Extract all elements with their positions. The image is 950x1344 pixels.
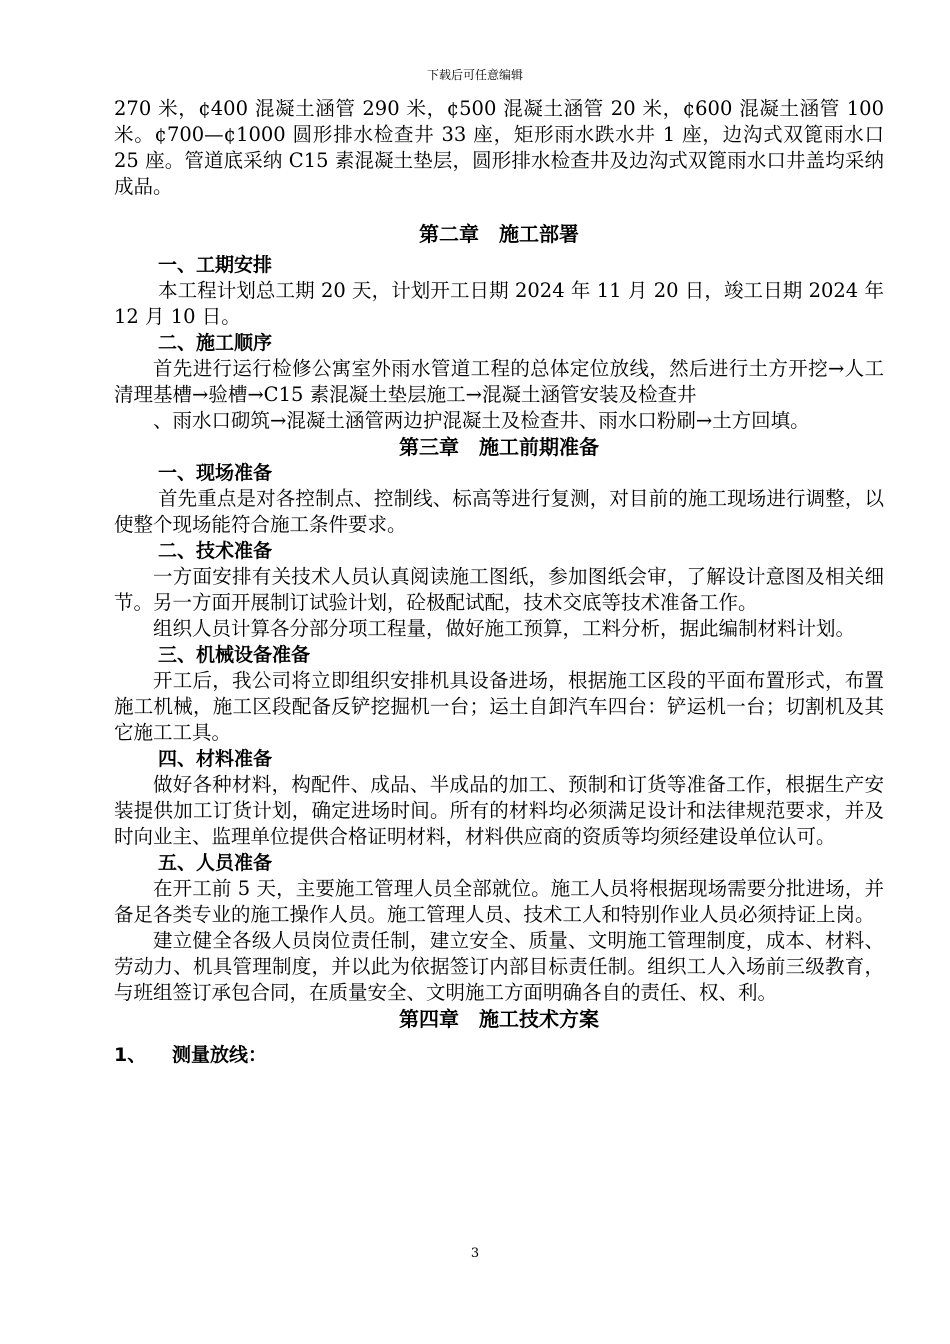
document-body [114,96,884,1068]
section-site-title: 一、现场准备 [158,462,273,484]
section-sequence-paragraph-1: 首先进行运行检修公寓室外雨水管道工程的总体定位放线，然后进行土方开挖→人工清理基槽→验槽→C15 素混凝土垫层施工→混凝土涵管安装及检查井 [114,357,884,406]
section-schedule-paragraph: 本工程计划总工期 20 天，计划开工日期 2024 年 11 月 20 日，竣工日期 2024 年 12 月 10 日。 [114,279,884,328]
section-personnel-paragraph-2: 建立健全各级人员岗位责任制，建立安全、质量、文明施工管理制度，成本、材料、劳动力、机具管理制度，并以此为依据签订内部目标责任制。组织工人入场前三级教育，与班组签订承包合同，在质量安全、文明施工方面明确各自的责任、权、利。 [114,929,884,1004]
section-materials-title: 四、材料准备 [158,748,273,770]
section-materials-paragraph: 做好各种材料，构配件、成品、半成品的加工、预制和订货等准备工作，根据生产安装提供加工订货计划，确定进场时间。所有的材料均必须满足设计和法律规范要求，并及时向业主、监理单位提供合格证明材料，材料供应商的资质等均须经建设单位认可。 [114,773,884,848]
chapter-4-title: 第四章 施工技术方案 [399,1007,599,1031]
section-technical-paragraph-2: 组织人员计算各分部分项工程量，做好施工预算，工料分析，据此编制材料计划。 [153,617,856,640]
page-number: 3 [470,1246,480,1261]
section-personnel-paragraph-1: 在开工前 5 天，主要施工管理人员全部就位。施工人员将根据现场需要分批进场，并备足各类专业的施工操作人员。施工管理人员、技术工人和特别作业人员必须持证上岗。 [114,877,884,926]
section-personnel-title: 五、人员准备 [158,852,273,874]
section-site-paragraph: 首先重点是对各控制点、控制线、标高等进行复测，对目前的施工现场进行调整，以使整个现场能符合施工条件要求。 [114,487,884,536]
section-technical-paragraph-1: 一方面安排有关技术人员认真阅读施工图纸，参加图纸会审，了解设计意图及相关细节。另一方面开展制订试验计划，砼极配试配，技术交底等技术准备工作。 [114,565,884,614]
section-sequence-paragraph-2: 、雨水口砌筑→混凝土涵管两边护混凝土及检查井、雨水口粉刷→土方回填。 [153,409,810,432]
section-sequence-title: 二、施工顺序 [158,332,273,354]
section-technical-title: 二、技术准备 [158,540,273,562]
section-machinery-title: 三、机械设备准备 [158,644,311,666]
section-schedule-title: 一、工期安排 [158,254,273,276]
chapter-2-title: 第二章 施工部署 [419,222,579,246]
item-surveying-number: 1、 [114,1044,147,1066]
intro-paragraph: 270 米，¢400 混凝土涵管 290 米，¢500 混凝土涵管 20 米，¢600 混凝土涵管 100 米。¢700—¢1000 圆形排水检查井 33 座，矩形雨水跌水井 1 座，边沟式双篦雨水口 25 座。管道底采纳 C15 素混凝土垫层，圆形排水检查井及边沟式双篦雨水口井盖均采纳成品。 [114,97,884,198]
page-header: 下载后可任意编辑 [426,68,523,82]
chapter-3-title: 第三章 施工前期准备 [399,435,599,459]
item-surveying-label: 测量放线： [172,1044,268,1066]
item-surveying [114,1042,884,1068]
section-machinery-paragraph: 开工后，我公司将立即组织安排机具设备进场，根据施工区段的平面布置形式，布置施工机械，施工区段配备反铲挖掘机一台；运土自卸汽车四台：铲运机一台；切割机及其它施工工具。 [114,669,884,744]
